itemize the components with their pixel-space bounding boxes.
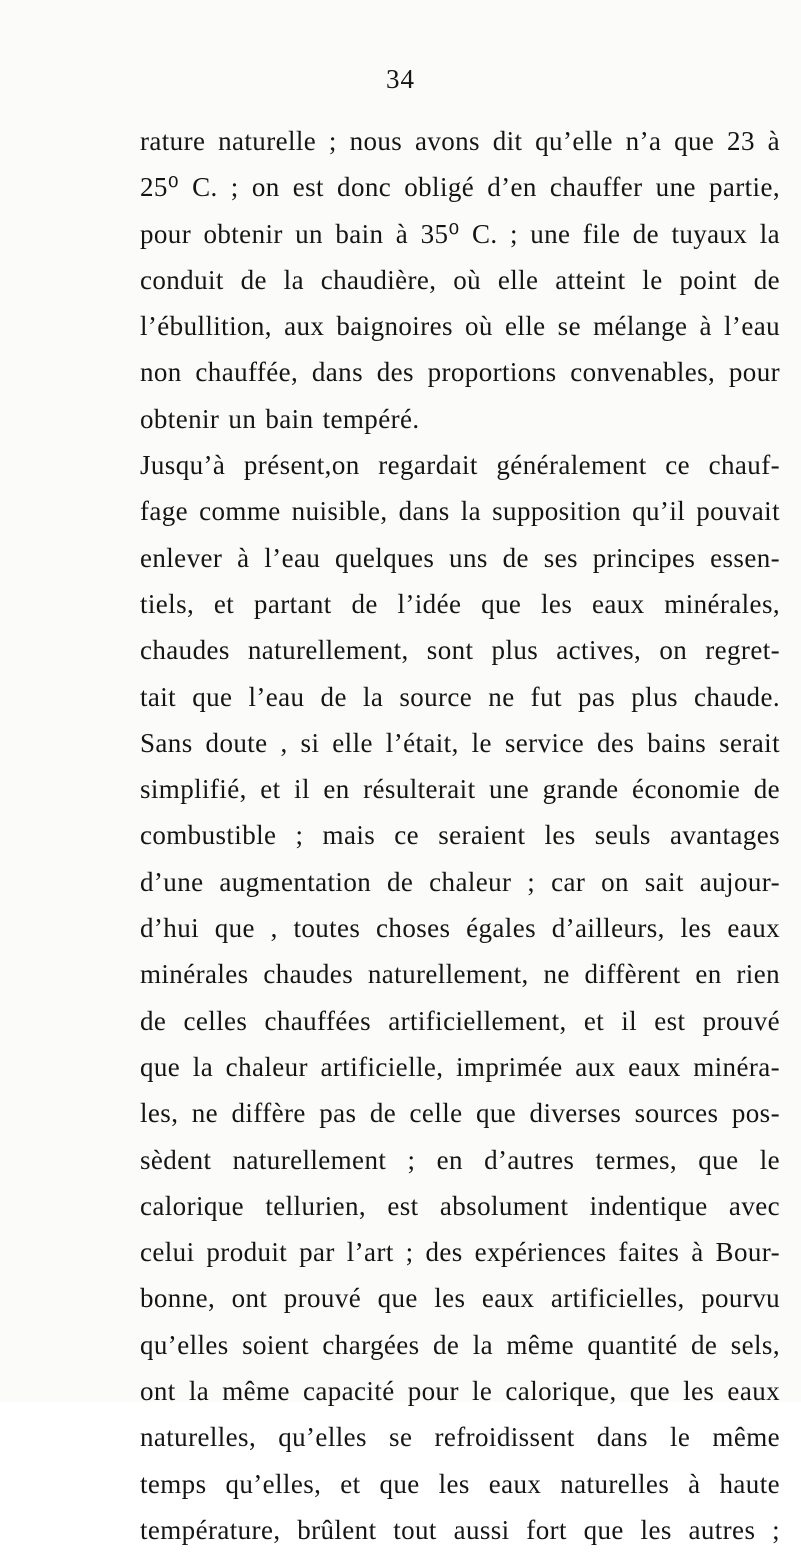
text-line: celui produit par l’art ; des expériences faites à Bour- [140, 1237, 780, 1268]
text-line: les, ne diffère pas de celle que diverses sources pos- [140, 1098, 780, 1129]
body-text [140, 118, 780, 1553]
text-line: calorique tellurien, est absolument indentique avec [140, 1190, 780, 1221]
text-line: naturelles, qu’elles se refroidissent dans le même [140, 1422, 780, 1453]
text-line: obtenir un bain tempéré. [140, 403, 420, 434]
text-line: temps qu’elles, et que les eaux naturelles à haute [140, 1468, 780, 1499]
text-line: Sans doute , si elle l’était, le service des bains serait [140, 727, 780, 758]
text-line: de celles chauffées artificiellement, et il est prouvé [140, 1005, 780, 1036]
text-line: minérales chaudes naturellement, ne diffèrent en rien [140, 959, 780, 990]
text-line: qu’elles soient chargées de la même quantité de sels, [140, 1329, 780, 1360]
text-line: sèdent naturellement ; en d’autres termes, que le [140, 1144, 780, 1175]
text-line: rature naturelle ; nous avons dit qu’elle n’a que 23 à [140, 126, 780, 156]
text-line: tait que l’eau de la source ne fut pas plus chaude. [140, 681, 780, 712]
text-line: bonne, ont prouvé que les eaux artificielles, pourvu [140, 1283, 780, 1314]
page-number: 34 [386, 64, 415, 94]
text-line: tiels, et partant de l’idée que les eaux minérales, [140, 588, 780, 619]
text-line: 25⁰ C. ; on est donc obligé d’en chauffer une partie, [140, 172, 780, 203]
text-line: ont la même capacité pour le calorique, que les eaux [140, 1376, 780, 1407]
text-line: d’hui que , toutes choses égales d’ailleurs, les eaux [140, 913, 780, 944]
text-line: que la chaleur artificielle, imprimée aux eaux minéra- [140, 1051, 780, 1082]
text-line: simplifié, et il en résulterait une grande économie de [140, 774, 780, 805]
text-line: d’une augmentation de chaleur ; car on sait aujour- [140, 866, 780, 897]
text-line: enlever à l’eau quelques uns de ses principes essen- [140, 542, 780, 573]
text-line: fage comme nuisible, dans la supposition qu’il pouvait [140, 496, 780, 527]
text-line: conduit de la chaudière, où elle atteint le point de [140, 264, 780, 295]
text-line: l’ébullition, aux baignoires où elle se mélange à l’eau [140, 311, 780, 342]
text-line: chaudes naturellement, sont plus actives, on regret- [140, 635, 780, 666]
text-line: température, brûlent tout aussi fort que les autres ; [140, 1514, 780, 1545]
text-line: combustible ; mais ce seraient les seuls avantages [140, 820, 780, 851]
text-line: Jusqu’à présent,on regardait généralement ce chauf- [140, 450, 780, 481]
text-line: non chauffée, dans des proportions convenables, pour [140, 357, 780, 388]
text-line: pour obtenir un bain à 35⁰ C. ; une file de tuyaux la [140, 218, 780, 249]
